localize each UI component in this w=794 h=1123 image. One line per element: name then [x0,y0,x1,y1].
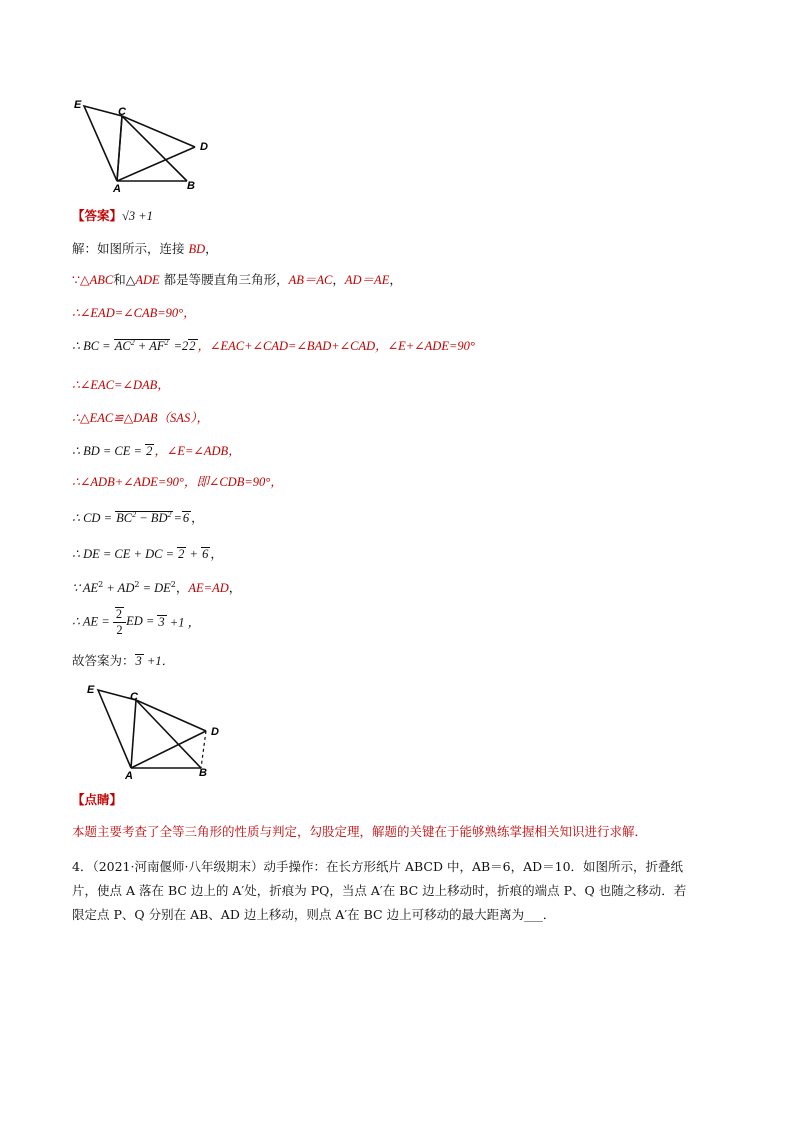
solution-line-6: ∴ BD = CE = 2 ，∠E=∠ADB， [72,444,241,458]
fig1-label-b: B [187,180,195,192]
solution-line-1: ∵△ABC和△ADE 都是等腰直角三角形，AB＝AC，AD＝AE， [72,272,402,287]
fig2-label-e: E [87,684,95,696]
solution-line-9: ∴ DE = CE + DC = 2 + 6 ， [72,546,223,561]
question-4 [72,855,692,927]
fig2-label-c: C [130,691,138,703]
solution-line-7: ∴∠ADB+∠ADE=90°，即∠CDB=90°， [72,475,283,489]
figure-1 [70,96,220,196]
solution-line-10: ∵ $AE^2 + AD^2 = DE^2$，AE=AD， [72,580,242,595]
fig2-label-d: D [211,726,219,738]
solution-line-0: 解：如图所示，连接 BD， [72,241,218,256]
solution-line-8: ∴ CD = $BC^2 - BD^2 =6$ ， [72,510,204,525]
fig1-label-e: E [74,99,82,111]
figure-2 [84,682,234,782]
question-4-number: 4． [72,859,93,874]
fig1-label-c: C [118,106,126,118]
solution-line-12: 故答案为：3 +1． [72,653,175,668]
dianjing-text: 本题主要考查了全等三角形的性质与判定，勾股定理，解题的关键在于能够熟练掌握相关知识进行求解． [72,824,648,839]
answer-value: √3 +1 [122,209,153,223]
solution-line-3: ∴ BC = $AC^2 + AF^2 =22$ ，∠EAC+∠CAD=∠BAD+∠CAD，∠E+∠ADE=90° [72,338,475,353]
solution-line-5: ∴△EAC≌△DAB（SAS）， [72,411,209,425]
solution-line-11: ∴ AE = $\frac{2}{2}$ ED = 3 +1 ， [72,607,201,637]
answer-line [72,208,153,224]
solution-line-2: ∴∠EAD=∠CAB=90°， [72,306,196,320]
fig2-label-b: B [199,767,207,779]
fig2-label-a: A [125,770,133,782]
answer-label: 【答案】 [72,208,123,223]
dianjing-label: 【点睛】 [72,792,123,807]
fig1-label-a: A [113,183,121,195]
solution-line-4: ∴∠EAC=∠DAB， [72,378,170,392]
fig1-label-d: D [200,141,208,153]
question-4-text: （2021·河南偃师·八年级期末）动手操作：在长方形纸片 ABCD 中，AB＝6，AD＝10．如图所示，折叠纸片，使点 A 落在 BC 边上的 A′处，折痕为 PQ，当点 A′在 BC 边上移动时，折痕的端点 P、Q 也随之移动．若限定点 P、Q 分别在 AB、AD 边上移动，则点 A′在 BC 边上可移动的最大距离为___． [72,859,687,922]
